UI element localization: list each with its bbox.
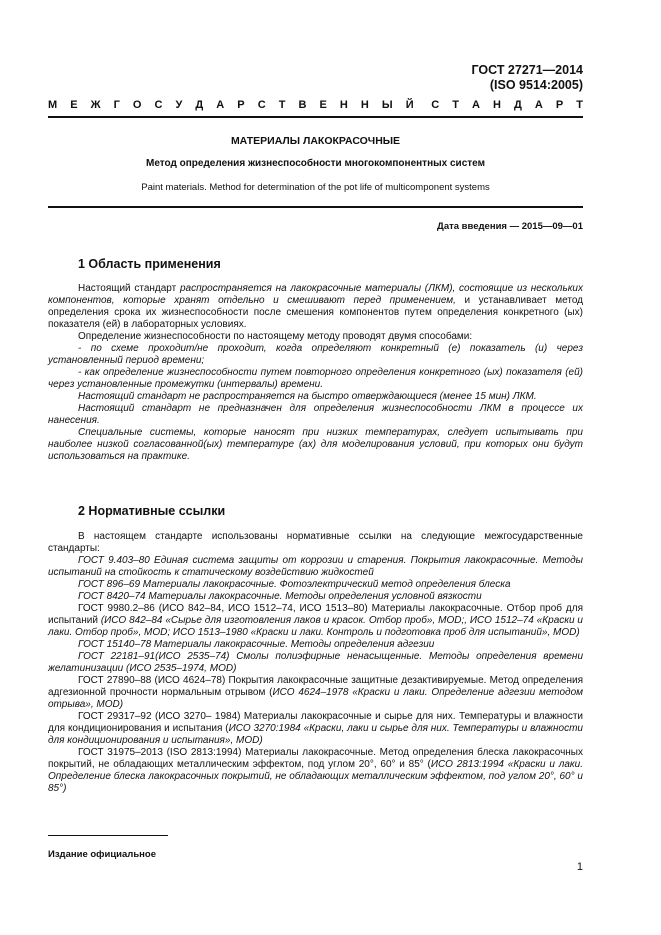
interstate-word-1: М Е Ж Г О С У Д А Р С Т В Е Н Н Ы Й bbox=[48, 99, 414, 111]
section-1-heading: 1 Область применения bbox=[78, 257, 221, 271]
official-edition-label: Издание официальное bbox=[48, 849, 156, 860]
gost-number-block bbox=[471, 63, 583, 93]
interstate-standard-banner bbox=[48, 99, 583, 111]
paragraph: Специальные системы, которые наносят при низких температурах, следует испытывать при наиболее низкой согласованной(ых) температуре (ах) для моделирования условий, при которых они будут использоваться на практике. bbox=[48, 427, 583, 462]
top-rule bbox=[48, 116, 583, 118]
document-title: МАТЕРИАЛЫ ЛАКОКРАСОЧНЫЕ bbox=[230, 135, 401, 147]
page-number: 1 bbox=[576, 861, 583, 873]
section-1-body bbox=[48, 283, 583, 463]
introduction-date: Дата введения — 2015—09—01 bbox=[437, 221, 583, 232]
paragraph: В настоящем стандарте использованы нормативные ссылки на следующие межгосударственные стандарты: bbox=[48, 531, 583, 554]
reference-item: ГОСТ 9980.2–86 (ИСО 842–84, ИСО 1512–74, ИСО 1513–80) Материалы лакокрасочные. Отбор проб для испытаний (ИСО 842–84 «Сырье для изготовления лаков и красок. Отбор проб», MOD;, ИСО 1512–74 «Краски и лаки. Отбор проб», MOD; ИСО 1513–1980 «Краски и лаки. Контроль и подготовка проб для испытаний», MOD) bbox=[48, 603, 583, 638]
title-rule bbox=[48, 206, 583, 208]
reference-item: ГОСТ 27890–88 (ИСО 4624–78) Покрытия лакокрасочные защитные дезактивируемые. Метод определения адгезионной прочности нормальным отрывом (ИСО 4624–1978 «Краски и лаки. Определение адгезии методом отрыва», MOD) bbox=[48, 675, 583, 710]
interstate-word-2: С Т А Н Д А Р Т bbox=[431, 99, 583, 111]
reference-item: ГОСТ 8420–74 Материалы лакокрасочные. Методы определения условной вязкости bbox=[78, 591, 482, 602]
document-title-english: Paint materials. Method for determination of the pot life of multicomponent systems bbox=[141, 182, 490, 193]
reference-item: ГОСТ 896–69 Материалы лакокрасочные. Фотоэлектрический метод определения блеска bbox=[78, 579, 511, 590]
reference-item: ГОСТ 29317–92 (ИСО 3270– 1984) Материалы лакокрасочные и сырье для них. Температуры и влажности для кондиционирования и испытания (ИСО 3270:1984 «Краски, лаки и сырье для них. Температуры и влажности для кондиционирования и испытания», MOD) bbox=[48, 711, 583, 746]
document-subtitle: Метод определения жизнеспособности многокомпонентных систем bbox=[146, 158, 485, 169]
reference-item: ГОСТ 9.403–80 Единая система защиты от коррозии и старения. Покрытия лакокрасочные. Методы испытаний на стойкость к статическому воздействию жидкостей bbox=[48, 555, 583, 578]
paragraph: Определение жизнеспособности по настоящему методу проводят двумя способами: bbox=[78, 331, 473, 342]
paragraph: - как определение жизнеспособности путем повторного определения конкретного (ых) показателя (ей) через установленные промежутки (интервалы) времени. bbox=[48, 367, 583, 390]
section-2-heading: 2 Нормативные ссылки bbox=[78, 504, 226, 518]
paragraph: Настоящий стандарт не распространяется на быстро отверждающиеся (менее 15 мин) ЛКМ. bbox=[78, 391, 537, 402]
footer-rule bbox=[48, 835, 168, 836]
paragraph: - по схеме проходит/не проходит, когда определяют конкретный (е) показатель (и) через установленный период времени; bbox=[48, 343, 583, 366]
reference-item: ГОСТ 15140–78 Материалы лакокрасочные. Методы определения адгезии bbox=[78, 639, 435, 650]
reference-item: ГОСТ 22181–91(ИСО 2535–74) Смолы полиэфирные ненасыщенные. Методы определения времени желатинизации (ИСО 2535–1974, MOD) bbox=[48, 651, 583, 674]
paragraph: Настоящий стандарт не предназначен для определения жизнеспособности ЛКМ в процессе их нанесения. bbox=[48, 403, 583, 426]
paragraph: Настоящий стандарт распространяется на лакокрасочные материалы (ЛКМ), состоящие из нескольких компонентов, которые хранят отдельно и смешивают перед применением, и устанавливает метод определения срока их жизнеспособности после смешения компонентов путем определения конкретного (ых) показателя (ей) в лабораторных условиях. bbox=[48, 283, 583, 330]
gost-number: ГОСТ 27271—2014 bbox=[471, 63, 583, 77]
section-2-body bbox=[48, 531, 583, 795]
iso-number: (ISO 9514:2005) bbox=[489, 78, 583, 92]
reference-item: ГОСТ 31975–2013 (ISO 2813:1994) Материалы лакокрасочные. Метод определения блеска лакокрасочных покрытий, не обладающих металлическим эффектом, под углом 20°, 60° и 85° (ИСО 2813:1994 «Краски и лаки. Определение блеска лакокрасочных покрытий, не обладающих металлическим эффектом, под углом 20°, 60° и 85°) bbox=[48, 747, 583, 794]
